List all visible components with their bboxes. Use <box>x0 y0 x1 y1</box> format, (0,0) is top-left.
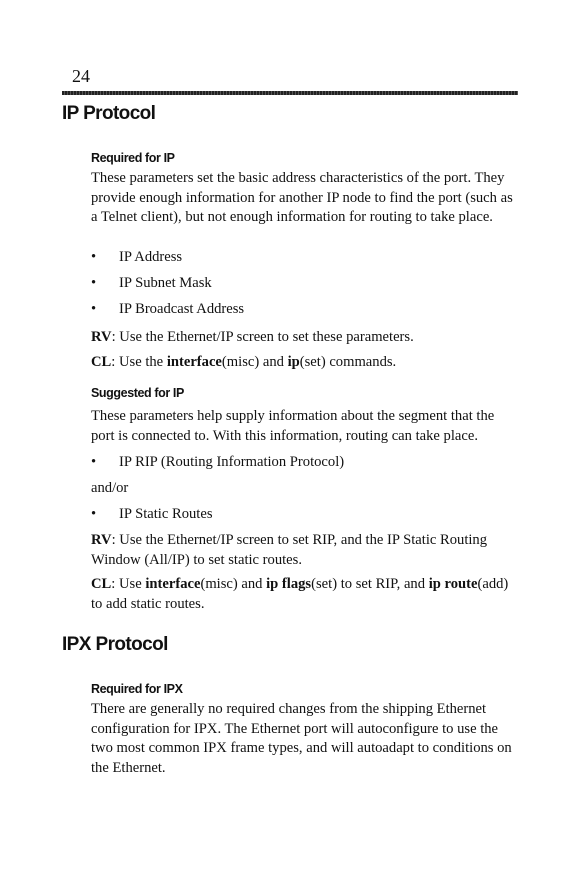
required-ip-rv-line <box>91 328 519 348</box>
cl-label: CL <box>91 576 112 592</box>
bullet-icon: • <box>91 249 97 265</box>
cl-text-mid: (misc) and <box>221 354 288 370</box>
rv-label: RV <box>91 532 112 548</box>
page-number: 24 <box>72 66 90 86</box>
bullet-icon: • <box>91 301 97 317</box>
cl-text-post: (add) to add static routes. <box>91 576 509 612</box>
bullet-text: IP Subnet Mask <box>119 275 212 291</box>
cl-command-interface: interface <box>166 354 222 370</box>
suggested-ip-rv-line <box>91 531 519 570</box>
header-rule <box>62 91 518 95</box>
cl-command-ip-flags: ip flags <box>266 576 312 592</box>
ip-protocol-title: IP Protocol <box>62 103 156 124</box>
rv-label: RV <box>91 329 112 345</box>
bullet-icon: • <box>91 454 97 470</box>
cl-text-mid1: (misc) and <box>200 576 267 592</box>
required-ip-cl-line <box>91 353 519 373</box>
cl-text-pre: : Use <box>111 576 146 592</box>
bullet-icon: • <box>91 506 97 522</box>
cl-command-interface: interface <box>145 576 201 592</box>
bullet-text: IP Address <box>119 249 183 265</box>
cl-text-post: (set) commands. <box>299 354 397 370</box>
required-for-ip-intro: These parameters set the basic address characteristics of the port. They provide enough information for another IP node to find the port (such as a Telnet client), but not enough information for routing to take place. <box>91 170 513 225</box>
cl-text-mid2: (set) to set RIP, and <box>311 576 429 592</box>
and-or-text: and/or <box>91 480 129 496</box>
cl-label: CL <box>91 354 112 370</box>
required-for-ipx-heading: Required for IPX <box>91 682 183 696</box>
suggested-ip-cl-line <box>91 575 519 614</box>
bullet-text: IP RIP (Routing Information Protocol) <box>119 454 345 470</box>
bullet-icon: • <box>91 275 97 291</box>
rv-text: : Use the Ethernet/IP screen to set RIP, and the IP Static Routing Window (All/IP) to set static routes. <box>91 532 488 568</box>
cl-text-pre: : Use the <box>111 354 167 370</box>
rv-text: : Use the Ethernet/IP screen to set these parameters. <box>111 329 414 345</box>
cl-command-ip: ip <box>287 354 300 370</box>
cl-command-ip-route: ip route <box>428 576 478 592</box>
suggested-for-ip-intro: These parameters help supply information about the segment that the port is connected to. With this information, routing can take place. <box>91 408 495 444</box>
suggested-for-ip-heading: Suggested for IP <box>91 386 184 400</box>
required-for-ip-heading: Required for IP <box>91 151 175 165</box>
required-for-ipx-text: There are generally no required changes from the shipping Ethernet configuration for IPX. The Ethernet port will autoconfigure to use the two most common IPX frame types, and will autoadapt to conditions on the Ethernet. <box>91 701 512 776</box>
ipx-protocol-title: IPX Protocol <box>62 634 168 655</box>
bullet-text: IP Broadcast Address <box>119 301 245 317</box>
bullet-text: IP Static Routes <box>119 506 213 522</box>
